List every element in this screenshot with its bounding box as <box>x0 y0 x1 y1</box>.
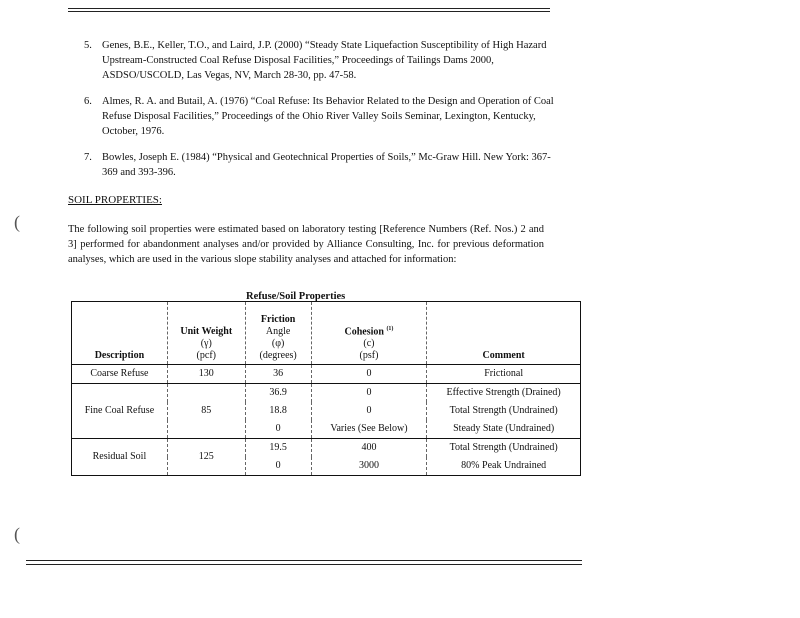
cell-cohesion: 400 <box>311 439 427 458</box>
cell-comment: Total Strength (Undrained) <box>427 402 581 420</box>
cell-unit-weight: 85 <box>167 384 245 439</box>
reference-number: 6. <box>84 96 92 107</box>
table-header-row <box>72 302 581 365</box>
top-rule <box>68 8 550 9</box>
header-description: Description <box>72 302 168 365</box>
header-friction-angle: Friction Angle (φ) (degrees) <box>245 302 311 365</box>
reference-number: 5. <box>84 40 92 51</box>
section-heading: SOIL PROPERTIES: <box>68 194 162 206</box>
reference-6 <box>84 94 554 139</box>
reference-number: 7. <box>84 152 92 163</box>
cell-cohesion: 0 <box>311 402 427 420</box>
cell-comment: 80% Peak Undrained <box>427 457 581 476</box>
cell-friction: 36.9 <box>245 384 311 403</box>
cell-comment: Total Strength (Undrained) <box>427 439 581 458</box>
reference-text: Almes, R. A. and Butail, A. (1976) “Coal Refuse: Its Behavior Related to the Design and Operation of Coal Refuse Disposal Facilities,” Proceedings of the Ohio River Valley Soils Seminar, Lexington, Kentucky, October, 1976. <box>102 96 554 137</box>
reference-7 <box>84 150 554 180</box>
reference-5 <box>84 38 554 83</box>
cell-friction: 0 <box>245 457 311 476</box>
header-comment: Comment <box>427 302 581 365</box>
cell-comment: Steady State (Undrained) <box>427 420 581 439</box>
cell-cohesion: Varies (See Below) <box>311 420 427 439</box>
soil-properties-paragraph: The following soil properties were estimated based on laboratory testing [Reference Numbers (Ref. Nos.) 2 and 3] performed for abandonment analyses and/or provided by Alliance Consulting, Inc. for previous deformation analyses, which are used in the various slope stability analyses and attached for information: <box>68 224 544 265</box>
reference-text: Genes, B.E., Keller, T.O., and Laird, J.P. (2000) “Steady State Liquefaction Susceptibility of High Hazard Upstream-Constructed Coal Refuse Disposal Facilities,” Proceedings of Tailings Dams 2000, ASDSO/USCOLD, Las Vegas, NV, March 28-30, pp. 47-58. <box>102 40 547 81</box>
bottom-rule-double <box>26 564 582 565</box>
bottom-rule <box>26 560 582 561</box>
cell-description: Residual Soil <box>72 439 168 476</box>
cell-description: Coarse Refuse <box>72 365 168 384</box>
cell-comment: Frictional <box>427 365 581 384</box>
margin-mark-icon: ( <box>14 212 20 232</box>
table-row-coarse-refuse <box>72 365 581 384</box>
top-rule-double <box>68 11 550 12</box>
cell-friction: 19.5 <box>245 439 311 458</box>
table-caption: Refuse/Soil Properties <box>246 291 346 302</box>
cell-cohesion: 0 <box>311 384 427 403</box>
margin-mark-icon: ( <box>14 524 20 544</box>
cell-cohesion: 0 <box>311 365 427 384</box>
cell-unit-weight: 125 <box>167 439 245 476</box>
cell-cohesion: 3000 <box>311 457 427 476</box>
cell-friction: 18.8 <box>245 402 311 420</box>
cell-friction: 36 <box>245 365 311 384</box>
header-cohesion: Cohesion $^{(1)}$ (c) (psf) <box>311 302 427 365</box>
cell-comment: Effective Strength (Drained) <box>427 384 581 403</box>
cell-description: Fine Coal Refuse <box>72 384 168 439</box>
table-row-fine-refuse-1 <box>72 384 581 403</box>
cell-unit-weight: 130 <box>167 365 245 384</box>
header-unit-weight: Unit Weight (γ) (pcf) <box>167 302 245 365</box>
reference-text: Bowles, Joseph E. (1984) “Physical and Geotechnical Properties of Soils,” Mc-Graw Hill. New York: 367-369 and 393-396. <box>102 152 551 178</box>
cell-friction: 0 <box>245 420 311 439</box>
soil-properties-table <box>71 301 581 476</box>
table-row-residual-soil-1 <box>72 439 581 458</box>
